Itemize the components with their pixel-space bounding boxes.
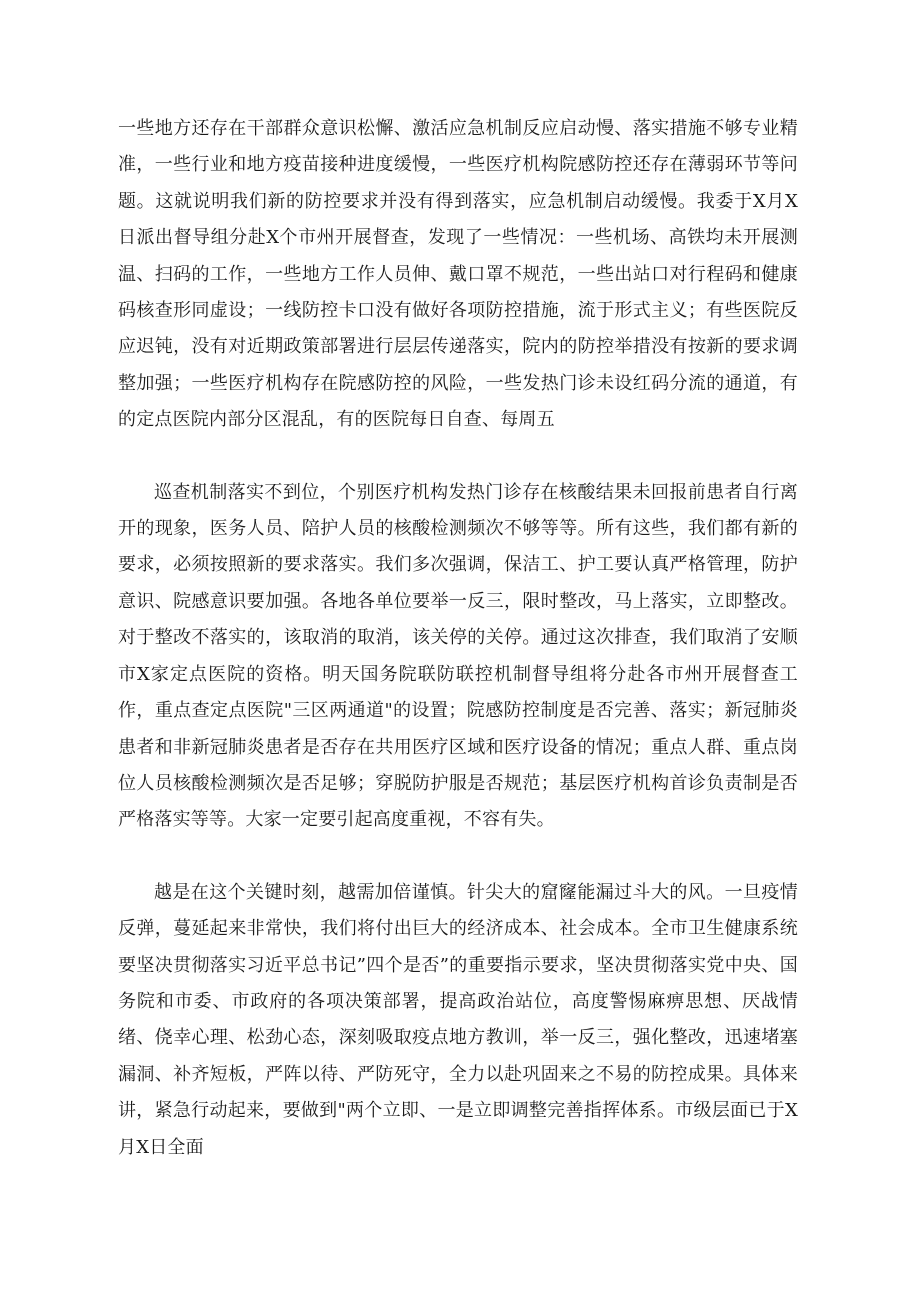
- document-body: [118, 111, 798, 1166]
- paragraph-2: 巡查机制落实不到位，个别医疗机构发热门诊存在核酸结果未回报前患者自行离开的现象，医务人员、陪护人员的核酸检测频次不够等等。所有这些，我们都有新的要求，必须按照新的要求落实。我们多次强调，保洁工、护工要认真严格管理，防护意识、院感意识要加强。各地各单位要举一反三，限时整改，马上落实，立即整改。对于整改不落实的，该取消的取消，该关停的关停。通过这次排查，我们取消了安顺市X家定点医院的资格。明天国务院联防联控机制督导组将分赴各市州开展督查工作，重点查定点医院"三区两通道"的设置；院感防控制度是否完善、落实；新冠肺炎患者和非新冠肺炎患者是否存在共用医疗区域和医疗设备的情况；重点人群、重点岗位人员核酸检测频次是否足够；穿脱防护服是否规范；基层医疗机构首诊负责制是否严格落实等等。大家一定要引起高度重视，不容有失。: [118, 481, 798, 831]
- paragraph-spacer: [118, 839, 798, 875]
- paragraph-spacer: [118, 439, 798, 475]
- paragraph-1: 一些地方还存在干部群众意识松懈、激活应急机制反应启动慢、落实措施不够专业精准，一些行业和地方疫苗接种进度缓慢，一些医疗机构院感防控还存在薄弱环节等问题。这就说明我们新的防控要求并没有得到落实，应急机制启动缓慢。我委于X月X日派出督导组分赴X个市州开展督查，发现了一些情况：一些机场、高铁均未开展测温、扫码的工作，一些地方工作人员伸、戴口罩不规范，一些出站口对行程码和健康码核查形同虚设；一线防控卡口没有做好各项防控措施，流于形式主义；有些医院反应迟钝，没有对近期政策部署进行层层传递落实，院内的防控举措没有按新的要求调整加强；一些医疗机构存在院感防控的风险，一些发热门诊未设红码分流的通道，有的定点医院内部分区混乱，有的医院每日自查、每周五: [118, 118, 798, 431]
- paragraph-3: 越是在这个关键时刻，越需加倍谨慎。针尖大的窟窿能漏过斗大的风。一旦疫情反弹，蔓延起来非常快，我们将付出巨大的经济成本、社会成本。全市卫生健康系统要坚决贯彻落实习近平总书记”四个是否”的重要指示要求，坚决贯彻落实党中央、国务院和市委、市政府的各项决策部署，提高政治站位，高度警惕麻痹思想、厌战情绪、侥幸心理、松劲心态，深刻吸取疫点地方教训，举一反三，强化整改，迅速堵塞漏洞、补齐短板，严阵以待、严防死守，全力以赴巩固来之不易的防控成果。具体来讲，紧急行动起来，要做到"两个立即、一是立即调整完善指挥体系。市级层面已于X月X日全面: [118, 881, 798, 1158]
